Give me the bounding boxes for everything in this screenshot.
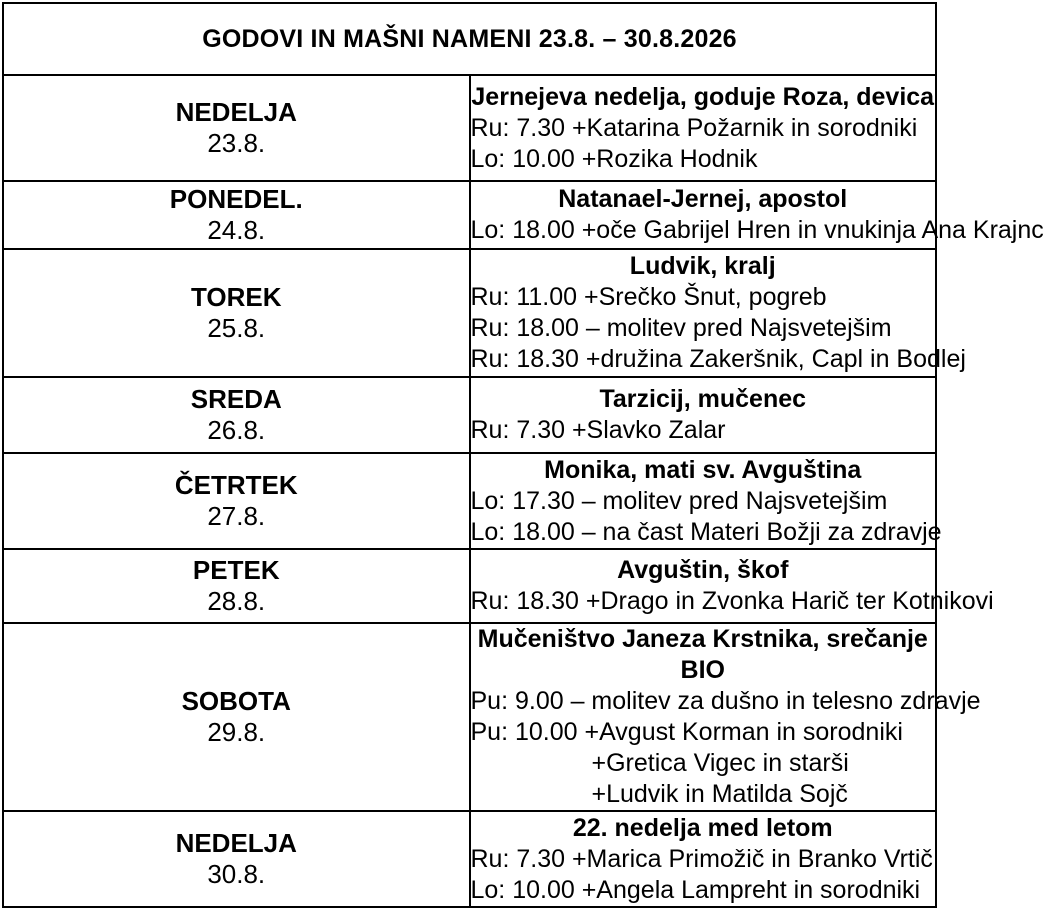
mass-entry: Ru: 18.00 – molitev pred Najsvetejšim xyxy=(470,314,892,342)
mass-entry: Lo: 10.00 +Angela Lampreht in sorodniki xyxy=(470,875,921,904)
day-cell xyxy=(3,75,470,181)
mass-entry: Ru: 7.30 +Slavko Zalar xyxy=(470,416,726,444)
day-info xyxy=(470,549,994,623)
day-row xyxy=(3,549,936,623)
feast-title: Ludvik, kralj xyxy=(629,252,776,280)
feast-title: 22. nedelja med letom xyxy=(572,813,833,842)
schedule-title: GODOVI IN MAŠNI NAMENI 23.8. – 30.8.2026 xyxy=(3,3,936,75)
day-name: PETEK xyxy=(192,555,280,585)
feast-title: Monika, mati sv. Avguština xyxy=(544,455,862,484)
day-row xyxy=(3,75,936,181)
feast-title: Jernejeva nedelja, goduje Roza, devica xyxy=(471,82,935,111)
mass-entry: Pu: 10.00 +Avgust Korman in sorodniki xyxy=(470,718,903,746)
title-row xyxy=(3,3,936,75)
mass-entry: Ru: 7.30 +Marica Primožič in Branko Vrtič xyxy=(470,844,933,873)
day-cell xyxy=(3,623,470,811)
day-info xyxy=(470,453,942,549)
day-date: 27.8. xyxy=(207,501,266,531)
day-date: 23.8. xyxy=(207,128,266,158)
feast-title: Mučeništvo Janeza Krstnika, srečanje BIO xyxy=(477,625,928,684)
day-date: 28.8. xyxy=(207,586,266,616)
day-name: TOREK xyxy=(190,282,282,312)
day-cell xyxy=(3,249,470,377)
day-name: NEDELJA xyxy=(175,97,297,127)
day-info xyxy=(470,377,937,453)
day-row xyxy=(3,811,936,907)
day-name: PONEDEL. xyxy=(169,184,303,214)
mass-entry: +Gretica Vigec in starši xyxy=(591,749,849,777)
mass-entry: Ru: 18.30 +družina Zakeršnik, Capl in Bodlej xyxy=(470,345,966,373)
day-name: ČETRTEK xyxy=(174,470,298,500)
day-date: 24.8. xyxy=(207,215,266,245)
day-cell xyxy=(3,549,470,623)
mass-entry: Ru: 7.30 +Katarina Požarnik in sorodniki xyxy=(470,113,918,142)
day-row xyxy=(3,249,936,377)
day-cell xyxy=(3,453,470,549)
day-info xyxy=(470,181,1044,249)
day-row xyxy=(3,623,936,811)
mass-entry: Lo: 18.00 +oče Gabrijel Hren in vnukinja Ana Krajnc xyxy=(470,216,1044,244)
day-date: 26.8. xyxy=(207,415,266,445)
mass-entry: Ru: 18.30 +Drago in Zvonka Harič ter Kotnikovi xyxy=(470,587,994,615)
day-cell xyxy=(3,811,470,907)
day-row xyxy=(3,453,936,549)
mass-entry: Pu: 9.00 – molitev za dušno in telesno zdravje xyxy=(470,687,981,715)
day-info xyxy=(470,75,937,181)
day-cell xyxy=(3,181,470,249)
day-name: NEDELJA xyxy=(175,828,297,858)
day-info xyxy=(470,249,966,377)
mass-entry: Lo: 18.00 – na čast Materi Božji za zdravje xyxy=(470,517,942,546)
day-date: 29.8. xyxy=(207,717,266,747)
mass-entry: Lo: 17.30 – molitev pred Najsvetejšim xyxy=(470,486,888,515)
day-cell xyxy=(3,377,470,453)
day-date: 25.8. xyxy=(207,313,266,343)
feast-title: Avguštin, škof xyxy=(617,556,789,584)
day-date: 30.8. xyxy=(207,859,266,889)
day-name: SOBOTA xyxy=(181,686,291,716)
mass-entry: Ru: 11.00 +Srečko Šnut, pogreb xyxy=(470,283,827,311)
feast-title: Tarzicij, mučenec xyxy=(599,385,807,413)
day-info xyxy=(470,623,981,811)
day-name: SREDA xyxy=(190,384,282,414)
mass-entry: +Ludvik in Matilda Sojč xyxy=(591,780,848,808)
day-info xyxy=(470,811,937,907)
schedule-table xyxy=(2,2,1044,908)
day-row xyxy=(3,377,936,453)
day-row xyxy=(3,181,936,249)
mass-entry: Lo: 10.00 +Rozika Hodnik xyxy=(470,144,758,173)
feast-title: Natanael-Jernej, apostol xyxy=(558,185,848,213)
